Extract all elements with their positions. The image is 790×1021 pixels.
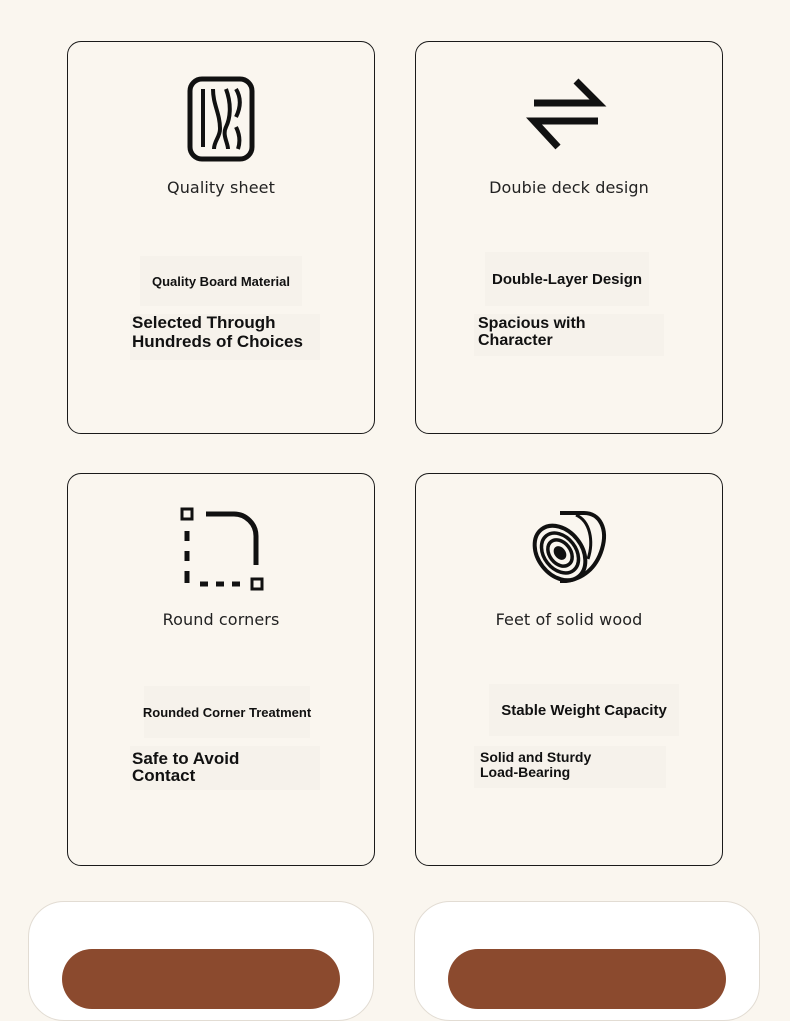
card-description: Selected Through Hundreds of Choices [130,314,320,360]
swap-arrows-icon [524,75,614,165]
feature-card-round-corners [67,473,375,866]
wood-log-icon [524,507,614,597]
card-description: Solid and Sturdy Load-Bearing [474,746,666,788]
card-caption: Doubie deck design [489,178,649,197]
card-description: Spacious with Character [474,314,664,356]
wood-grain-board-icon [176,75,266,165]
card-caption: Quality sheet [167,178,275,197]
card-chip-label: Rounded Corner Treatment [144,686,310,738]
card-description: Safe to Avoid Contact [130,746,320,790]
card-chip-label: Double-Layer Design [485,252,649,306]
rounded-corner-icon [176,507,266,597]
feature-card-solid-wood-feet [415,473,723,866]
card-caption: Round corners [162,610,280,629]
card-caption: Feet of solid wood [495,610,643,629]
bottom-pill-button-left[interactable] [62,949,340,1009]
bottom-pill-button-right[interactable] [448,949,726,1009]
card-chip-label: Stable Weight Capacity [489,684,679,736]
feature-card-double-deck [415,41,723,434]
bottom-card-left [28,901,374,1021]
card-chip-label: Quality Board Material [140,256,302,306]
bottom-card-right [414,901,760,1021]
feature-card-quality-sheet [67,41,375,434]
